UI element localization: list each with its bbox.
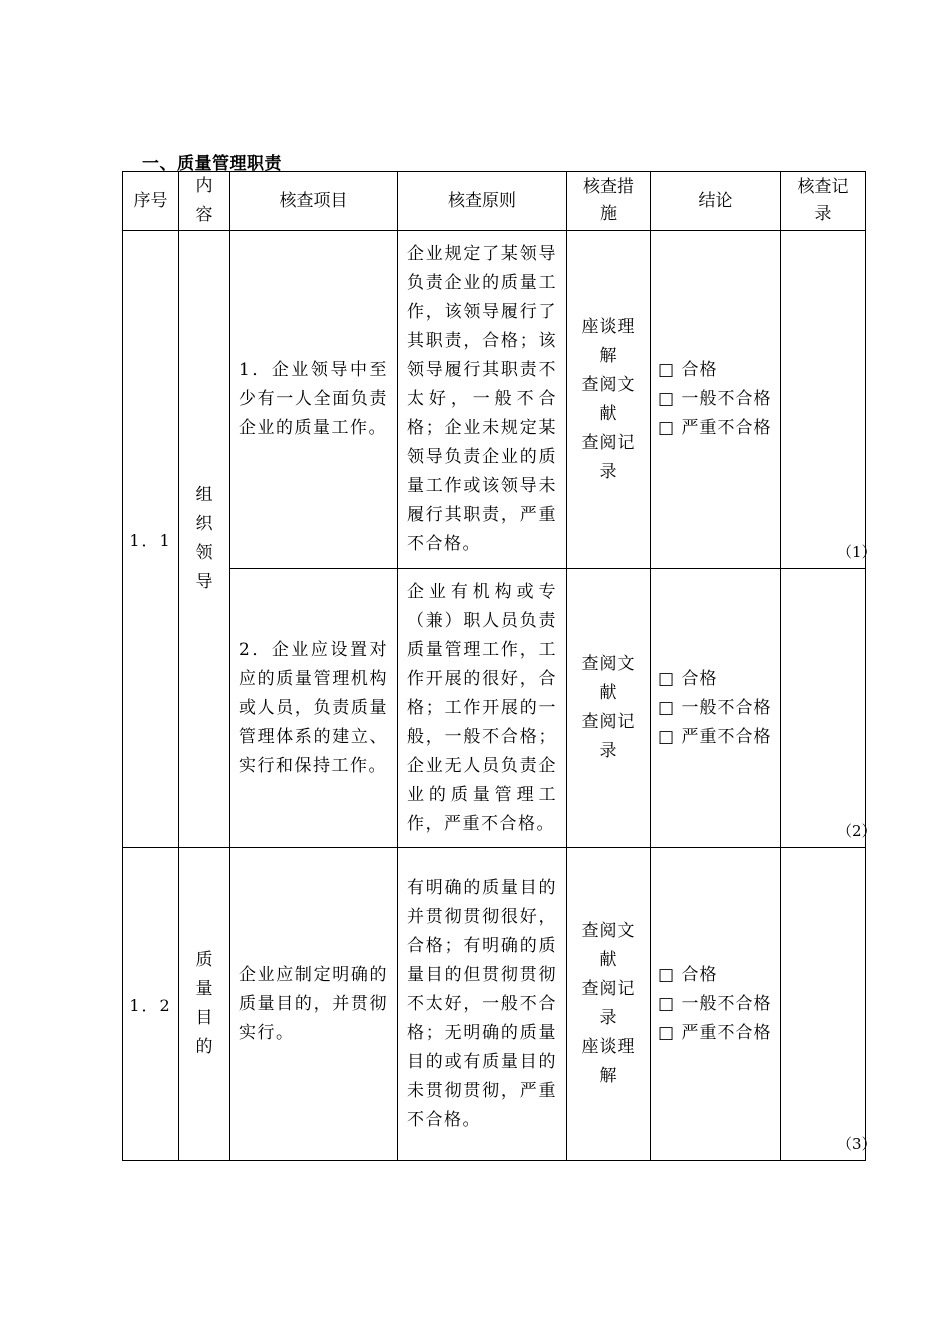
record-number: （1） xyxy=(837,543,877,561)
measure-cell: 查阅文献 查阅记录 xyxy=(567,569,651,848)
section-title: 一、质量管理职责 xyxy=(142,154,282,174)
record-cell[interactable] xyxy=(781,848,877,1161)
checkbox-option[interactable]: □ 严重不合格 xyxy=(658,1022,772,1043)
checkbox-option[interactable]: □ 严重不合格 xyxy=(658,418,772,438)
item-cell: 1．企业领导中至少有一人全面负责企业的质量工作。 xyxy=(230,231,398,569)
principle-cell: 企业有机构或专（兼）职人员负责质量管理工作，工作开展的很好，合格；工作开展的一般，一般不合格；企业无人员负责企业的质量管理工作，严重不合格。 xyxy=(398,569,567,848)
item-cell: 2．企业应设置对应的质量管理机构或人员，负责质量管理体系的建立、实行和保持工作。 xyxy=(230,569,398,848)
content-cell: 组织领导 xyxy=(179,231,230,848)
checkbox-option[interactable]: □ 一般不合格 xyxy=(658,389,772,409)
table-row xyxy=(123,231,866,569)
checkbox-option[interactable]: □ 一般不合格 xyxy=(658,993,772,1014)
checkbox-option[interactable]: □ 一般不合格 xyxy=(658,697,772,718)
record-cell[interactable] xyxy=(781,231,877,569)
header-item: 核查项目 xyxy=(230,172,398,231)
principle-cell: 有明确的质量目的并贯彻贯彻很好，合格；有明确的质量目的但贯彻贯彻不太好，一般不合格；无明确的质量目的或有质量目的未贯彻贯彻，严重不合格。 xyxy=(398,848,567,1161)
header-measure: 核查措施 xyxy=(567,172,651,231)
audit-table xyxy=(122,171,877,1161)
content-cell: 质量目的 xyxy=(179,848,230,1161)
conclusion-cell xyxy=(651,569,781,848)
principle-cell: 企业规定了某领导负责企业的质量工作，该领导履行了其职责，合格；该领导履行其职责不太好，一般不合格；企业未规定某领导负责企业的质量工作或该领导未履行其职责，严重不合格。 xyxy=(398,231,567,569)
conclusion-cell xyxy=(651,848,781,1161)
measure-cell: 座谈理解 查阅文献 查阅记录 xyxy=(567,231,651,569)
record-number: （2） xyxy=(837,822,877,840)
measure-cell: 查阅文献 查阅记录 座谈理解 xyxy=(567,848,651,1161)
header-conclusion: 结论 xyxy=(651,172,781,231)
header-seq: 序号 xyxy=(123,172,179,231)
table-row xyxy=(123,569,866,848)
header-record: 核查记录 xyxy=(781,172,866,231)
seq-cell: 1．1 xyxy=(123,231,179,848)
checkbox-option[interactable]: □ 合格 xyxy=(658,360,718,380)
header-content: 内容 xyxy=(179,172,230,231)
seq-cell: 1．2 xyxy=(123,848,179,1161)
conclusion-cell xyxy=(651,231,781,569)
record-number: （3） xyxy=(837,1135,877,1153)
checkbox-option[interactable]: □ 合格 xyxy=(658,964,718,985)
checkbox-option[interactable]: □ 严重不合格 xyxy=(658,726,772,747)
item-cell: 企业应制定明确的质量目的，并贯彻实行。 xyxy=(230,848,398,1161)
table-row xyxy=(123,848,866,1161)
header-row xyxy=(123,172,866,231)
checkbox-option[interactable]: □ 合格 xyxy=(658,668,718,689)
header-principle: 核查原则 xyxy=(398,172,567,231)
record-cell[interactable] xyxy=(781,569,877,848)
